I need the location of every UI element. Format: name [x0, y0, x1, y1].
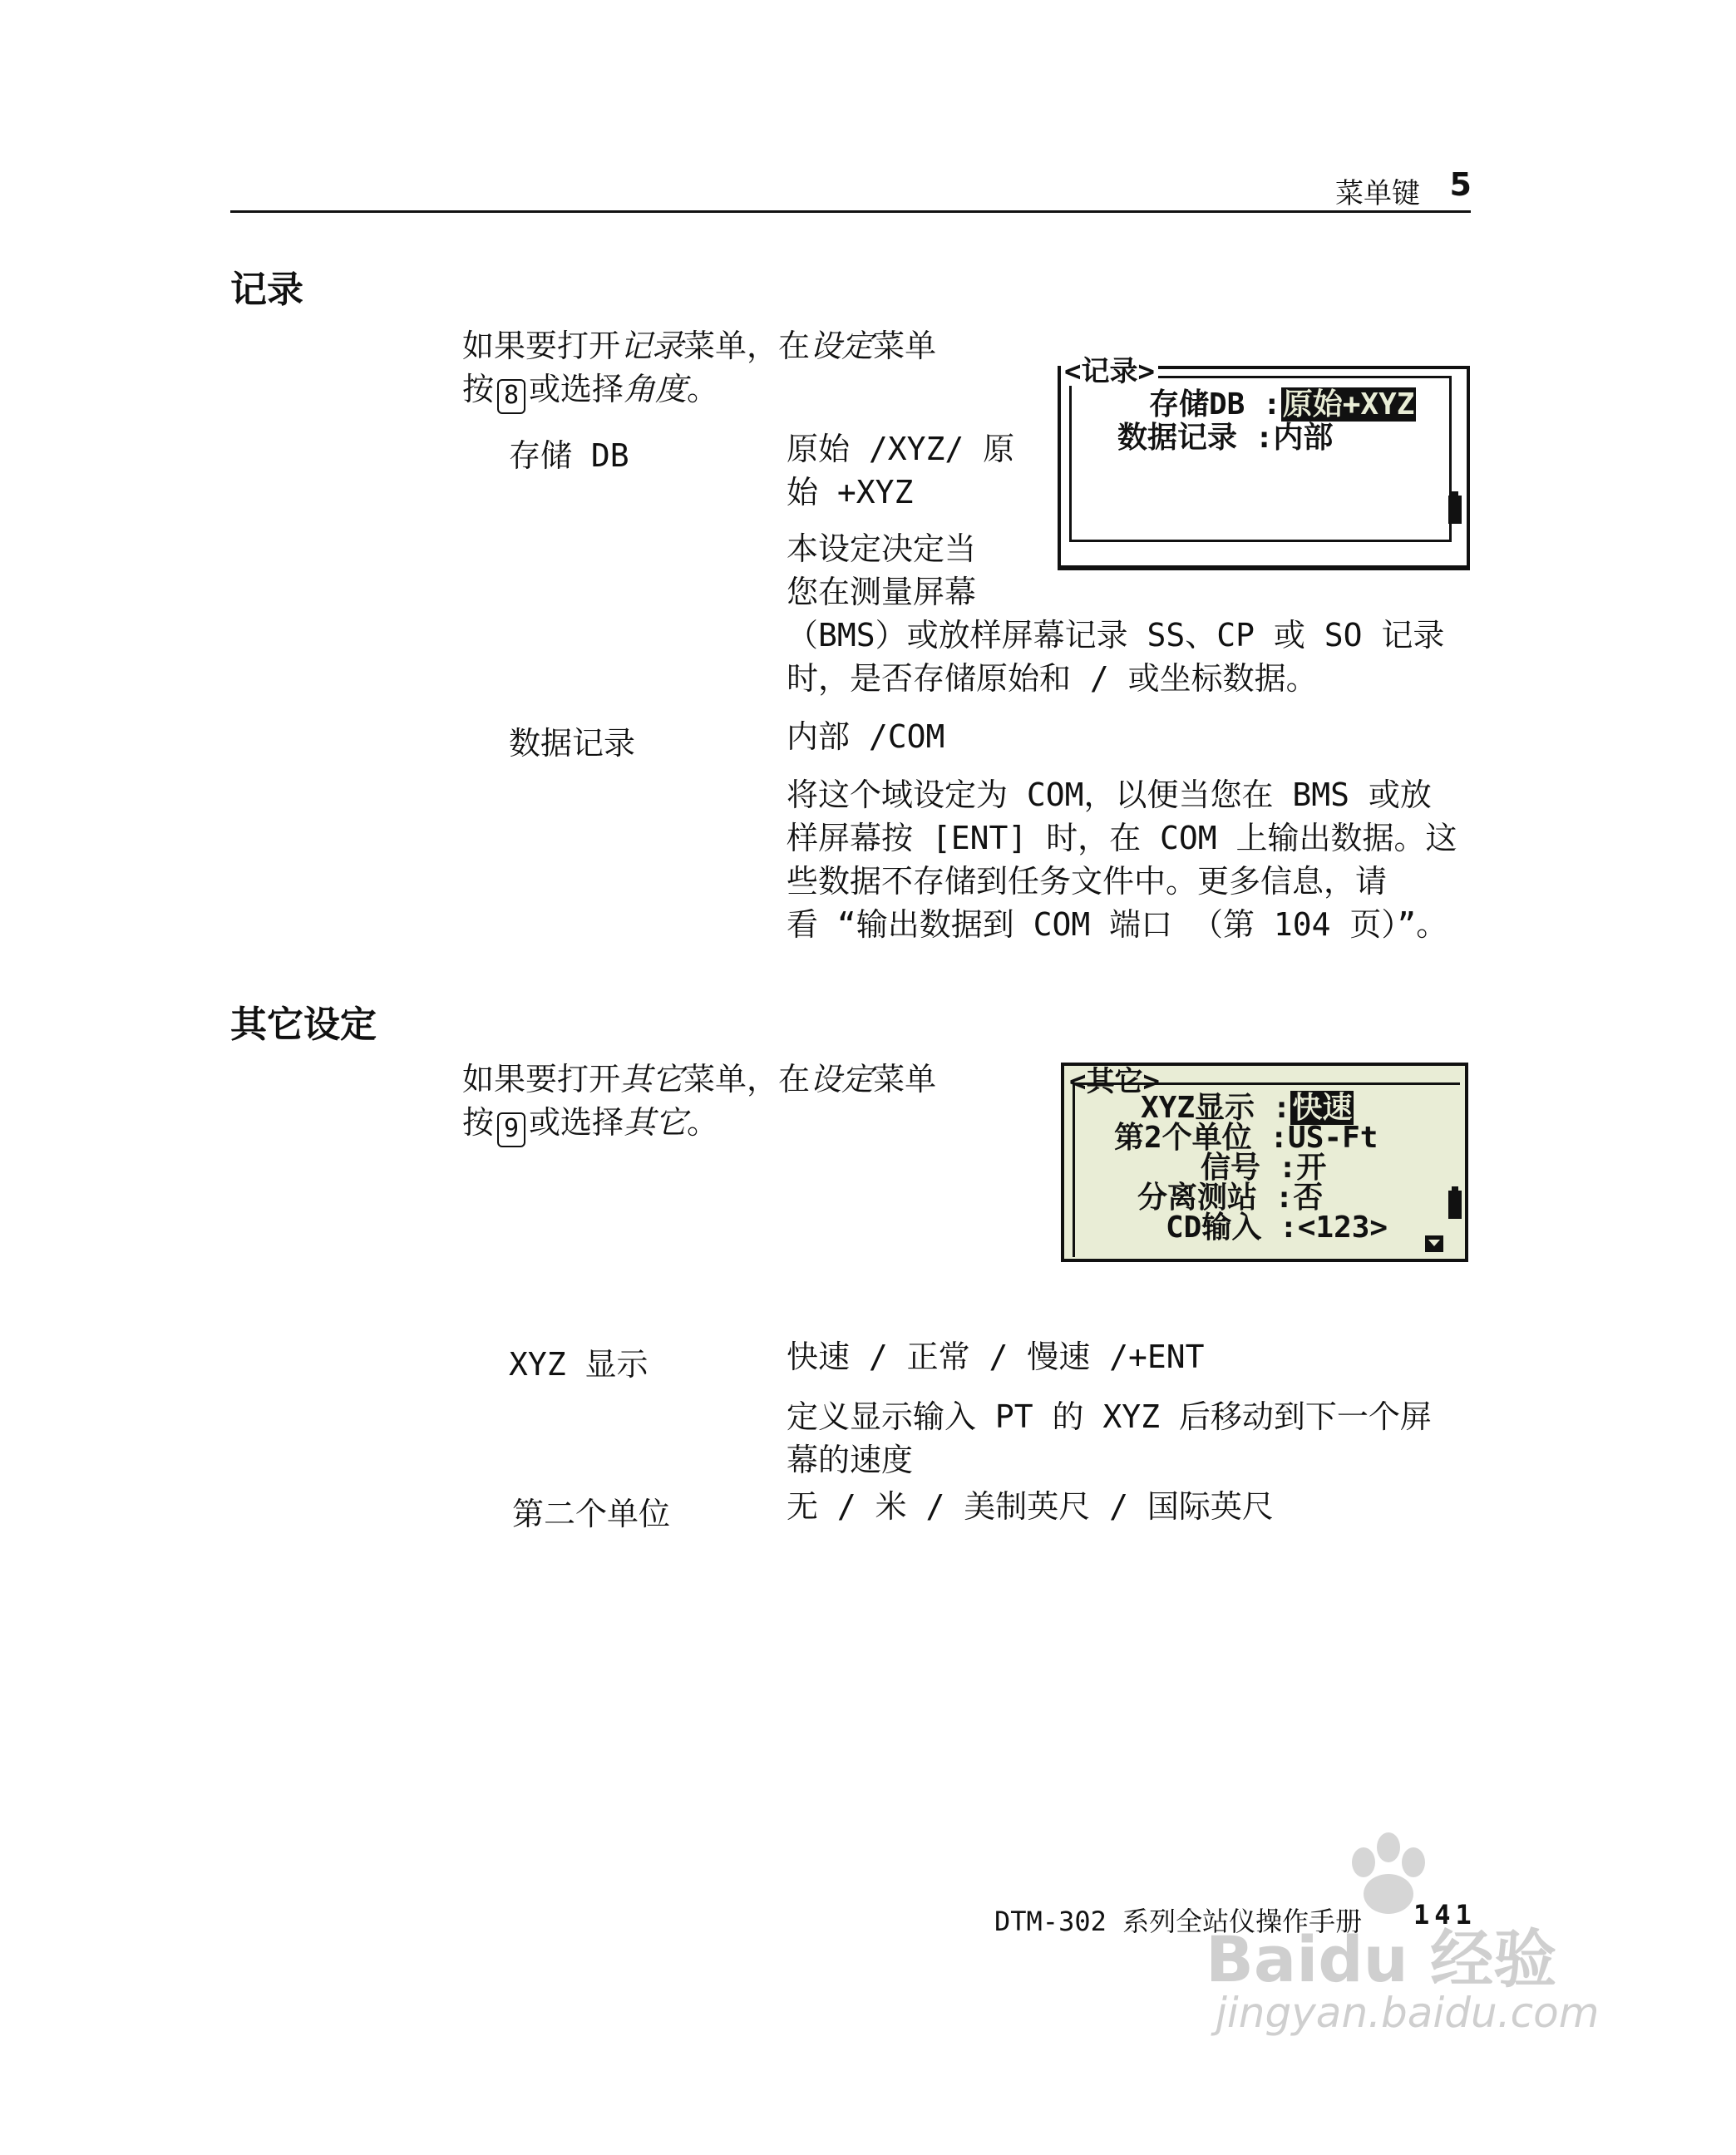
other-intro — [462, 1058, 1028, 1147]
value-xyz-display: 快速 / 正常 / 慢速 /+ENT — [787, 1339, 1205, 1375]
lcd-row-second-unit: 第2个单位 :US-Ft — [1114, 1121, 1378, 1155]
desc-data-record: 将这个域设定为 COM，以便当您在 BMS 或放 样屏幕按 [ENT] 时，在 COM 上输出数据。这 些数据不存储到任务文件中。更多信息，请 看 “输出数据到 COM 端口 （第 104 页）”。 — [787, 777, 1457, 943]
label-second-unit: 第二个单位 — [512, 1496, 671, 1532]
lcd-row-xyz-display: XYZ显示 :快速 — [1141, 1091, 1353, 1125]
watermark-logo: Baidu 经验 — [1206, 1922, 1557, 1996]
label-store-db: 存储 DB — [509, 437, 629, 474]
other-intro-line2: 按 9 或选择其它。 — [462, 1101, 1028, 1147]
record-intro-line1: 如果要打开记录菜单，在设定菜单 — [462, 328, 937, 364]
lcd-title: <记录> — [1061, 358, 1158, 386]
key-8-icon: 8 — [497, 379, 525, 414]
label-xyz-display: XYZ 显示 — [509, 1346, 649, 1383]
lcd-row-data-record: 数据记录 :内部 — [1117, 421, 1334, 455]
lcd-title: <其它> — [1066, 1068, 1163, 1096]
value-second-unit: 无 / 米 / 美制英尺 / 国际英尺 — [787, 1488, 1274, 1525]
battery-icon — [1448, 1191, 1462, 1219]
paw-icon — [1339, 1829, 1438, 1921]
record-intro-line2: 按 8 或选择角度。 — [462, 367, 1028, 414]
lcd-row-store-db: 存储DB :原始+XYZ — [1149, 387, 1415, 422]
chapter-number: 5 — [1449, 166, 1472, 203]
footer-title: DTM-302 系列全站仪操作手册 — [994, 1906, 1363, 1937]
value-store-db: 原始 /XYZ/ 原 始 +XYZ — [787, 431, 1015, 510]
lcd-row-split-station: 分离测站 :否 — [1137, 1181, 1324, 1215]
label-data-record: 数据记录 — [509, 725, 636, 762]
header-rule — [230, 210, 1471, 213]
record-intro — [462, 324, 1028, 414]
battery-icon — [1448, 496, 1462, 524]
lcd-row-cd-input: CD输入 :<123> — [1166, 1211, 1388, 1245]
other-intro-line1: 如果要打开其它菜单，在设定菜单 — [462, 1061, 937, 1097]
watermark-url: jingyan.baidu.com — [1216, 1989, 1600, 2037]
value-data-record: 内部 /COM — [787, 718, 945, 755]
lcd-row-signal: 信号 :开 — [1201, 1151, 1327, 1185]
lcd-screen-other — [1061, 1063, 1468, 1262]
desc-store-db: 本设定决定当 您在测量屏幕 （BMS）或放样屏幕记录 SS、CP 或 SO 记录 时，是否存储原始和 / 或坐标数据。 — [787, 530, 1445, 697]
page-number: 141 — [1413, 1899, 1477, 1931]
section-heading-record: 记录 — [230, 269, 303, 311]
desc-xyz-display: 定义显示输入 PT 的 XYZ 后移动到下一个屏 幕的速度 — [787, 1398, 1432, 1478]
chapter-title: 菜单键 — [1335, 177, 1420, 210]
section-heading-other: 其它设定 — [230, 1004, 377, 1046]
key-9-icon: 9 — [497, 1112, 525, 1147]
scroll-down-icon — [1425, 1235, 1443, 1252]
